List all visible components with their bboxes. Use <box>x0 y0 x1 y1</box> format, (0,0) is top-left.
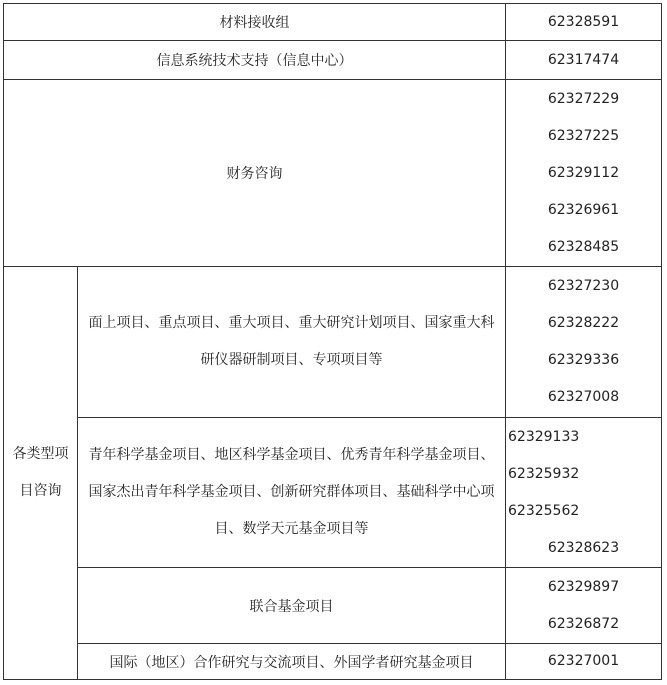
row-finance-phones <box>506 80 661 266</box>
row-finance-label: 财务咨询 <box>226 166 283 182</box>
phone-number: 62329133 <box>508 428 580 445</box>
sub-general-projects-phones <box>506 267 661 417</box>
sub-international-label: 国际（地区）合作研究与交流项目、外国学者研究基金项目 <box>109 654 474 671</box>
row-materials-phones <box>506 4 661 40</box>
phone-number: 62329112 <box>547 164 620 181</box>
phone-number: 62328222 <box>547 315 620 331</box>
phone-number: 62327001 <box>547 653 620 669</box>
phone-number: 62325932 <box>508 465 580 482</box>
sub-international-phones <box>506 644 661 679</box>
sub-joint-fund-phones <box>506 568 661 643</box>
phone-number: 62325562 <box>508 502 580 519</box>
phone-number: 62327229 <box>547 90 620 107</box>
sub-joint-fund-label: 联合基金项目 <box>249 598 334 615</box>
sub-talent-projects-label: 青年科学基金项目、地区科学基金项目、优秀青年科学基金项目、国家杰出青年科学基金项目、创新研究群体项目、基础科学中心项目、数学天元基金项目等 <box>88 447 495 537</box>
row-it-support-label: 信息系统技术支持（信息中心） <box>156 53 353 69</box>
phone-number: 62327225 <box>547 127 620 144</box>
phone-number: 62328485 <box>547 238 620 255</box>
phone-number: 62328623 <box>547 539 620 556</box>
project-category-label: 各类型项目咨询 <box>12 446 69 499</box>
contact-table <box>3 3 662 680</box>
phone-number: 62317474 <box>547 51 620 68</box>
row-it-support-phones <box>506 41 661 79</box>
phone-number: 62326872 <box>547 615 620 632</box>
phone-number: 62329897 <box>547 578 620 595</box>
phone-number: 62327008 <box>547 389 620 405</box>
row-materials-label: 材料接收组 <box>219 15 290 31</box>
sub-talent-projects-phones <box>506 418 661 567</box>
phone-number: 62328591 <box>547 13 620 30</box>
phone-number: 62327230 <box>547 278 620 294</box>
phone-number: 62329336 <box>547 352 620 368</box>
sub-general-projects-label: 面上项目、重点项目、重大项目、重大研究计划项目、国家重大科研仪器研制项目、专项项目等 <box>88 315 495 368</box>
phone-number: 62326961 <box>547 201 620 218</box>
